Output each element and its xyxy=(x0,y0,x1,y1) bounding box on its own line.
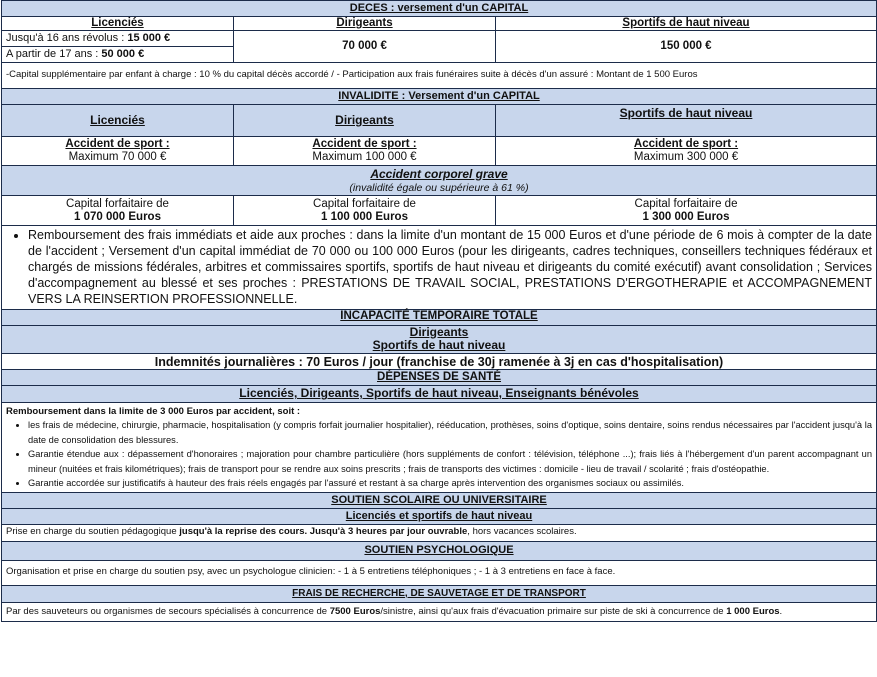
grave-subtitle: (invalidité égale ou supérieure à 61 %) xyxy=(349,181,529,194)
scolaire-subtitle: Licenciés et sportifs de haut niveau xyxy=(2,508,877,524)
itt-title: INCAPACITÉ TEMPORAIRE TOTALE xyxy=(2,309,877,325)
invalidite-sportifs-cell xyxy=(496,137,877,166)
capital-label: Capital forfaitaire de xyxy=(634,197,738,210)
grave-accident-header xyxy=(2,166,877,196)
accident-sport-label: Accident de sport : xyxy=(633,138,739,150)
deces-col-licencies: Licenciés xyxy=(2,17,234,31)
sante-bullet-1: • les frais de médecine, chirurgie, pharmacie, hospitalisation (y compris forfait journalier hospitalier), rééducation, prothèses, soins d'optique, soins dentaire, soins rendus nécessaires par l'accident jusqu'à la date de consolidation des blessures. xyxy=(28,418,872,447)
itt-indemnites: Indemnités journalières : 70 Euros / jour (franchise de 30j ramenée à 3j en cas d'hospitalisation) xyxy=(2,354,877,370)
invalidite-bullet: • Remboursement des frais immédiats et aide aux proches : dans la limite d'un montant de 15 000 Euros et d'une période de 6 mois à compter de la date de l'accident ; Versement d'un capital immédiat de 70 000 ou 100 000 Euros (pour les dirigeants, cadres techniques, conseillers techniques fédéraux et chargés de missions fédérales, arbitres et commissaires sportifs, sportifs de haut niveau et dirigeants du comité exécutif) avant consolidation ; Services d'accompagnement au blessé et ses proches : PRESTATIONS DE TRAVAIL SOCIAL, PRESTATIONS D'ERGOTHERAPIE et ACCOMPAGNEMENT VERS LA REINSERTION PROFESSIONNELLE. xyxy=(28,228,872,307)
sante-content xyxy=(2,403,877,492)
invalidite-bullet-cell xyxy=(2,226,877,309)
frais-text: Par des sauveteurs ou organismes de secours spécialisés à concurrence de 7500 Euros/sinistre, ainsi qu'aux frais d'évacuation primaire sur piste de ski à concurrence de 1 000 Euros. xyxy=(2,602,877,622)
itt-sub-dirigeants: Dirigeants xyxy=(409,324,469,339)
itt-sub-sportifs: Sportifs de haut niveau xyxy=(372,338,506,353)
sante-title: DÉPENSES DE SANTÉ xyxy=(2,370,877,386)
capital-dirigeants-cell xyxy=(234,196,496,226)
deces-sportifs-amount: 150 000 € xyxy=(496,31,877,63)
guarantees-table xyxy=(1,0,877,622)
deces-licencies-line1: Jusqu'à 16 ans révolus : 15 000 € xyxy=(2,31,233,47)
invalidite-col-sportifs: Sportifs de haut niveau xyxy=(496,105,877,137)
deces-col-dirigeants: Dirigeants xyxy=(234,17,496,31)
capital-sportifs-cell xyxy=(496,196,877,226)
sante-bullet-3: • Garantie accordée sur justificatifs à hauteur des frais réels engagés par l'assuré et restant à sa charge après intervention des organismes sociaux ou assimilés. xyxy=(28,476,872,490)
deces-licencies-amounts xyxy=(2,31,234,63)
scolaire-text: Prise en charge du soutien pédagogique jusqu'à la reprise des cours. Jusqu'à 3 heures par jour ouvrable, hors vacances scolaires. xyxy=(2,524,877,541)
accident-sport-label: Accident de sport : xyxy=(65,138,170,150)
sante-bullet-2: • Garantie étendue aux : dépassement d'honoraires ; majoration pour chambre particulière (hors suppléments de confort : télévision, téléphone ...); frais liés à l'hébergement d'un parent accompagnant un mineur (nuitées et frais kilométriques); frais de transport pour se rendre aux soins prescrits ; frais de transports des victimes : domicile - lieu de travail / scolarité ; frais d'ostéopathie. xyxy=(28,447,872,476)
deces-title: DECES : versement d'un CAPITAL xyxy=(2,1,877,17)
invalidite-title: INVALIDITE : Versement d'un CAPITAL xyxy=(2,89,877,105)
capital-licencies-cell xyxy=(2,196,234,226)
deces-col-sportifs: Sportifs de haut niveau xyxy=(496,17,877,31)
capital-sportifs: 1 300 000 Euros xyxy=(642,210,730,223)
psy-title: SOUTIEN PSYCHOLOGIQUE xyxy=(2,541,877,560)
deces-note: -Capital supplémentaire par enfant à charge : 10 % du capital décès accordé / - Participation aux frais funéraires suite à décès d'un assuré : Montant de 1 500 Euros xyxy=(2,63,877,89)
invalidite-max-sportifs: Maximum 300 000 € xyxy=(633,151,739,164)
itt-subheaders xyxy=(2,325,877,354)
capital-licencies: 1 070 000 Euros xyxy=(74,210,161,223)
invalidite-max-licencies: Maximum 70 000 € xyxy=(68,151,167,164)
sante-intro: Remboursement dans la limite de 3 000 Euros par accident, soit : xyxy=(6,406,301,418)
deces-licencies-line2: A partir de 17 ans : 50 000 € xyxy=(6,48,145,61)
psy-text: Organisation et prise en charge du soutien psy, avec un psychologue clinicien: - 1 à 5 entretiens téléphoniques ; - 1 à 3 entretiens en face à face. xyxy=(2,560,877,585)
frais-title: FRAIS DE RECHERCHE, DE SAUVETAGE ET DE TRANSPORT xyxy=(2,585,877,602)
capital-label: Capital forfaitaire de xyxy=(66,197,169,210)
scolaire-title: SOUTIEN SCOLAIRE OU UNIVERSITAIRE xyxy=(2,492,877,508)
deces-dirigeants-amount: 70 000 € xyxy=(234,31,496,63)
grave-title: Accident corporel grave xyxy=(370,166,508,181)
insurance-guarantees-document xyxy=(1,0,876,622)
invalidite-licencies-cell xyxy=(2,137,234,166)
invalidite-col-dirigeants: Dirigeants xyxy=(234,105,496,137)
capital-dirigeants: 1 100 000 Euros xyxy=(321,210,408,223)
invalidite-col-licencies: Licenciés xyxy=(2,105,234,137)
capital-label: Capital forfaitaire de xyxy=(313,197,416,210)
invalidite-dirigeants-cell xyxy=(234,137,496,166)
sante-subtitle: Licenciés, Dirigeants, Sportifs de haut niveau, Enseignants bénévoles xyxy=(2,386,877,403)
accident-sport-label: Accident de sport : xyxy=(312,138,417,150)
invalidite-max-dirigeants: Maximum 100 000 € xyxy=(312,151,417,164)
